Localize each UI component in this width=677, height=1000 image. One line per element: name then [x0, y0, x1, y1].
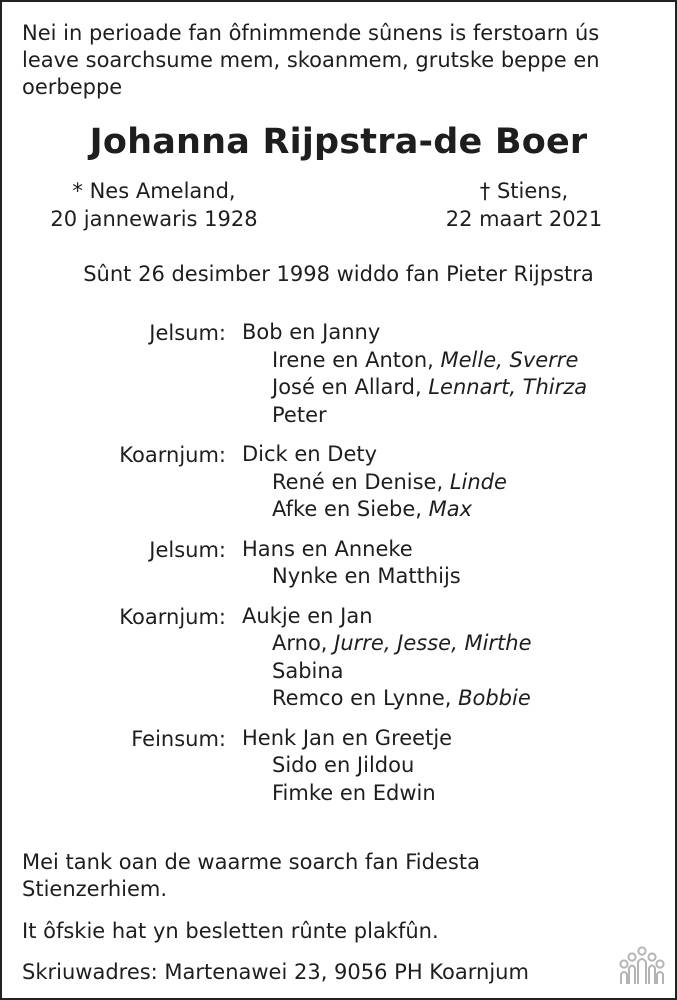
- member-names: Peter: [272, 402, 327, 427]
- family-group: [2, 725, 675, 808]
- grandchildren-names: Max: [428, 497, 473, 521]
- grandchildren-names: Bobbie: [458, 686, 531, 710]
- family-child-line: [272, 685, 675, 713]
- family-parent-line: [242, 603, 675, 631]
- family-members: [242, 441, 675, 524]
- family-child-line: [272, 658, 675, 686]
- family-group: [2, 441, 675, 524]
- deceased-name: Johanna Rijpstra-de Boer: [89, 122, 588, 162]
- family-child-line: [272, 402, 675, 430]
- family-child-line: [272, 780, 675, 808]
- family-place: Feinsum:: [131, 726, 226, 751]
- member-names: Remco en Lynne,: [272, 686, 459, 710]
- family-group: [2, 603, 675, 713]
- death-date: 22 maart 2021: [445, 207, 603, 231]
- member-names: José en Allard,: [272, 375, 429, 399]
- family-parent-line: [242, 536, 675, 564]
- people-group-icon: [619, 946, 665, 986]
- grandchildren-names: Lennart, Thirza: [428, 375, 588, 399]
- member-names: Fimke en Edwin: [272, 780, 436, 805]
- death-place: † Stiens,: [479, 179, 569, 203]
- member-names: Sido en Jildou: [272, 753, 415, 777]
- member-names: Dick en Dety: [242, 442, 378, 466]
- family-child-line: [272, 469, 675, 497]
- family-group: [2, 319, 675, 429]
- member-names: Arno,: [272, 631, 335, 655]
- correspondence-address: Skriuwadres: Martenawei 23, 9056 PH Koarnjum: [22, 960, 529, 984]
- family-place: Koarnjum:: [119, 443, 226, 467]
- grandchildren-names: Jurre, Jesse, Mirthe: [334, 631, 532, 655]
- member-names: Sabina: [272, 658, 344, 683]
- thanks-text: Mei tank oan de waarme soarch fan Fidesta Stienzerhiem.: [22, 850, 480, 901]
- family-child-line: [272, 374, 675, 402]
- family-parent-line: [242, 725, 675, 753]
- family-parent-line: [242, 319, 675, 347]
- member-names: René en Denise,: [272, 469, 450, 494]
- family-place: Jelsum:: [149, 321, 226, 345]
- death-info: [434, 177, 614, 233]
- family-members: [242, 319, 675, 429]
- family-child-line: [272, 347, 675, 375]
- family-child-line: [272, 630, 675, 658]
- intro-text: Nei in perioade fan ôfnimmende sûnens is ferstoarn ús leave soarchsume mem, skoanmem, grutske beppe en oerbeppe: [22, 21, 600, 99]
- family-members: [242, 536, 675, 591]
- member-names: Irene en Anton,: [272, 347, 441, 372]
- member-names: Aukje en Jan: [242, 603, 373, 628]
- family-child-line: [272, 752, 675, 780]
- member-names: Nynke en Matthijs: [272, 564, 461, 588]
- member-names: Bob en Janny: [242, 320, 381, 344]
- family-child-line: [272, 563, 675, 591]
- family-list: [2, 319, 675, 819]
- grandchildren-names: Melle, Sverre: [440, 347, 579, 372]
- family-group: [2, 536, 675, 591]
- grandchildren-names: Linde: [449, 469, 507, 494]
- family-place: Jelsum:: [149, 537, 226, 562]
- family-members: [242, 603, 675, 713]
- family-parent-line: [242, 441, 675, 469]
- birth-info: [40, 177, 268, 233]
- widow-line: Sûnt 26 desimber 1998 widdo fan Pieter Rijpstra: [83, 262, 594, 286]
- member-names: Hans en Anneke: [242, 536, 413, 561]
- family-child-line: [272, 496, 675, 524]
- family-place: Koarnjum:: [119, 604, 226, 629]
- member-names: Henk Jan en Greetje: [242, 725, 453, 750]
- birth-date: 20 jannewaris 1928: [50, 207, 258, 231]
- birth-place: * Nes Ameland,: [72, 179, 236, 203]
- funeral-note: It ôfskie hat yn besletten rûnte plakfûn.: [22, 919, 439, 943]
- family-members: [242, 725, 675, 808]
- member-names: Afke en Siebe,: [272, 497, 429, 521]
